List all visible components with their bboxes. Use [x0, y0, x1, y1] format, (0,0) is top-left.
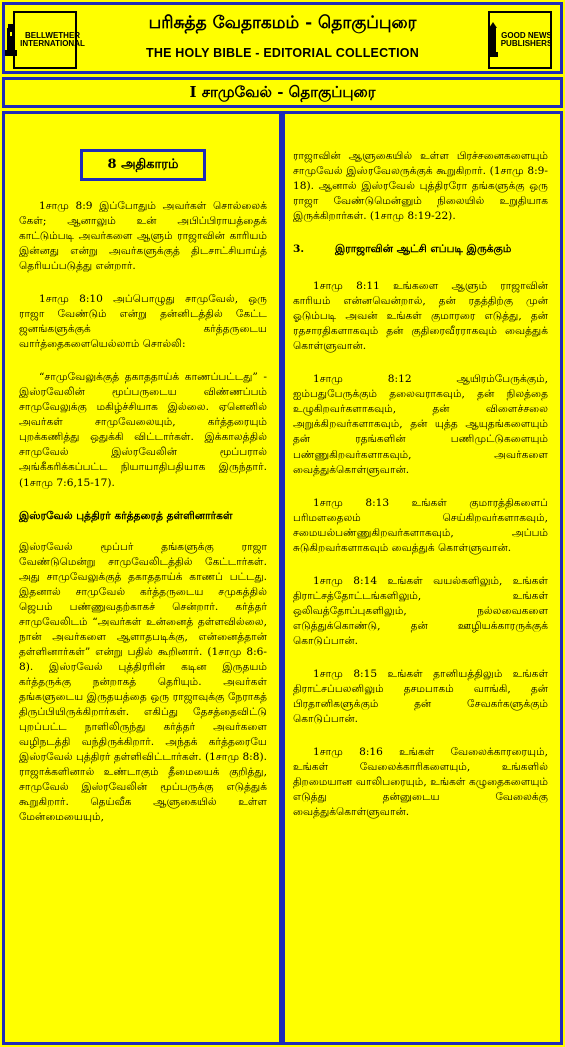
english-title: THE HOLY BIBLE - EDITORIAL COLLECTION [146, 46, 419, 60]
verse-8-16: 1சாமு 8:16 உங்கள் வேலைக்காரரையும், உங்கள் வேலைக்காரிகளையும், உங்களில் திறமையான வாலிபரையும், உங்கள் கழுதைகளையும் எடுத்து தன்னுடைய வேலைக்கு வைத்துக்கொள்ளுவான். [293, 745, 548, 819]
verse-8-14: 1சாமு 8:14 உங்கள் வயல்களிலும், உங்கள் திராட்சத்தோட்டங்களிலும், உங்கள் ஒலிவத்தோப்புகளிலும், நல்லவைகளை எடுத்துக்கொண்டு, தன் ஊழியக்காரருக்குக் கொடுப்பான். [293, 574, 548, 647]
left-column [2, 111, 282, 1045]
verse-8-9: 1சாமு 8:9 இப்போதும் அவர்கள் சொல்லைக் கேள்; ஆனாலும் உன் அபிப்பிராயத்தைக் காட்டும்படி அவர்களை ஆளும் ராஜாவின் காரியம் இன்னது என்று அவர்களுக்குத் திடசாட்சியாய்த் தெரியப்படுத்து என்றார். [19, 200, 267, 273]
verse-8-13: 1சாமு 8:13 உங்கள் குமாரத்திகளைப் பரிமளதைலம் செய்கிறவர்களாகவும், சமையல்பண்ணுகிறவர்களாகவும், அப்பம் சுடுகிறவர்களாகவும் வைத்துக் கொள்ளுவான். [293, 496, 548, 554]
logo-right-line1: GOOD NEWS [501, 30, 552, 40]
verse-8-10: 1சாமு 8:10 அப்பொழுது சாமுவேல், ஒரு ராஜா வேண்டும் என்று தன்னிடத்தில் கேட்ட ஜனங்களுக்குக் கர்த்தருடைய வார்த்தைகளையெல்லாம் சொல்லி: [19, 293, 267, 351]
tamil-title: பரிசுத்த வேதாகமம் - தொகுப்புரை [148, 13, 417, 33]
section-title: இராஜாவின் ஆட்சி எப்படி இருக்கும் [335, 243, 512, 256]
verse-8-15: 1சாமு 8:15 உங்கள் தானியத்திலும் உங்கள் திராட்சப்பலனிலும் தசமபாகம் வாங்கி, தன் பிரதானிகளுக்கும் தன் சேவகர்களுக்கும் கொடுப்பான். [293, 667, 548, 725]
tower-icon [5, 22, 17, 58]
commentary-paragraph: “சாமுவேலுக்குத் தகாததாய்க் காணப்பட்டது” - இஸ்ரவேலின் மூப்பருடைய விண்ணப்பம் சாமுவேலுக்கு மகிழ்ச்சியாக இல்லை. ஏனெனில் அவர்கள் சாமுவேலையும், கர்த்தரையும் புறக்கணித்து ஒதுக்கி விட்டார்கள். இக்காலத்தில் சாமுவேல் இஸ்ரவேலின் மூப்பரால் அங்கீகரிக்கப்பட்ட நியாயாதிபதியாக இருந்தார். (1சாமு 7:6,15-17). [19, 371, 267, 489]
section-number: 3. [293, 243, 305, 256]
book-title: I சாமுவேல் - தொகுப்புரை [2, 77, 563, 108]
header-titles [85, 11, 480, 60]
logo-left-line1: BELLWETHER [24, 30, 81, 40]
bellwether-logo [13, 11, 85, 69]
chapter-label: 8 அதிகாரம் [80, 149, 206, 181]
logo-left-line2: INTERNATIONAL [20, 39, 85, 48]
verse-8-11: 1சாமு 8:11 உங்களை ஆளும் ராஜாவின் காரியம் என்னவென்றால், தன் ரதத்திற்கு முன் ஓடும்படி அவன் உங்கள் குமாரரை எடுத்து, தன் ரதசாரதிகளாகவும் தன் குதிரைவீரராகவும் வைத்துக் கொள்ளுவான். [293, 280, 548, 353]
header [2, 2, 563, 74]
commentary-paragraph: ராஜாவின் ஆளுகையில் உள்ள பிரச்சனைகளையும் சாமுவேல் இஸ்ரவேலருக்குக் கூறுகிறார். (1சாமு 8:9-18). ஆனால் இஸ்ரவேல் புத்திரரோ தங்களுக்கு ஒரு ராஜா வேண்டுமென்னும் நிலையில் உறுதியாக இருக்கிறார்கள். (1சாமு 8:19-22). [293, 150, 548, 223]
logo-right-line2: PUBLISHERS [500, 39, 553, 48]
tower-icon [488, 22, 498, 58]
verse-8-12: 1சாமு 8:12 ஆயிரம்பேருக்கும், ஐம்பதுபேருக்கும் தலைவராகவும், தன் நிலத்தை உழுகிறவர்களாகவும், தன் விளைச்சலை அறுக்கிறவர்களாகவும், தன் யுத்த ஆயுதங்களையும் தன் ரதங்களின் பணிமுட்டுகளையும் பண்ணுகிறவர்களாகவும், அவர்களை வைத்துக்கொள்ளுவான். [293, 373, 548, 476]
commentary-paragraph: இஸ்ரவேல் மூப்பர் தங்களுக்கு ராஜா வேண்டுமென்று சாமுவேலிடத்தில் கேட்டார்கள். அது சாமுவேலுக்குத் தகாததாய்க் காணப் பட்டது. இதனால் சாமுவேல் கர்த்தருடைய சமுகத்தில் ஜெபம் பண்ணுவதற்காகச் சென்றார். கர்த்தர் சாமுவேலிடம் “அவர்கள் உன்னைத் தள்ளவில்லை, நான் அவர்களை ஆளாதபடிக்கு, என்னைத்தான் தள்ளினார்கள்” என்று பதில் கூறினார். (1சாமு 8:6-8). இஸ்ரவேல் புத்திரரின் கடின இருதயம் கர்த்தருக்கு நன்றாகத் தெரியும். அவர்கள் தங்களுடைய இருதயத்தை ஒரு ராஜாவுக்கு நேராகத் திருப்பியிருக்கிறார்கள். எகிப்து தேசத்தைவிட்டு புறப்பட்ட நாளிலிருந்து கர்த்தர் அவர்களை வழிநடத்தி வந்திருக்கிறார். அந்தக் கர்த்தரையே இஸ்ரவேல் புத்திரர் தள்ளிவிட்டார்கள். (1சாமு 8:8). ராஜாக்களினால் உண்டாகும் தீமையைக் குறித்து, சாமுவேல் இஸ்ரவேலின் மூப்பருக்கு எடுத்துக் கூறுகிறார். தெய்வீக ஆளுகையில் உள்ள மேன்மையையும், [19, 540, 267, 824]
section-heading [293, 242, 548, 257]
good-news-publishers-logo [488, 11, 552, 69]
section-heading: இஸ்ரவேல் புத்திரர் கர்த்தரைத் தள்ளினார்கள் [19, 509, 233, 522]
right-column [282, 111, 563, 1045]
